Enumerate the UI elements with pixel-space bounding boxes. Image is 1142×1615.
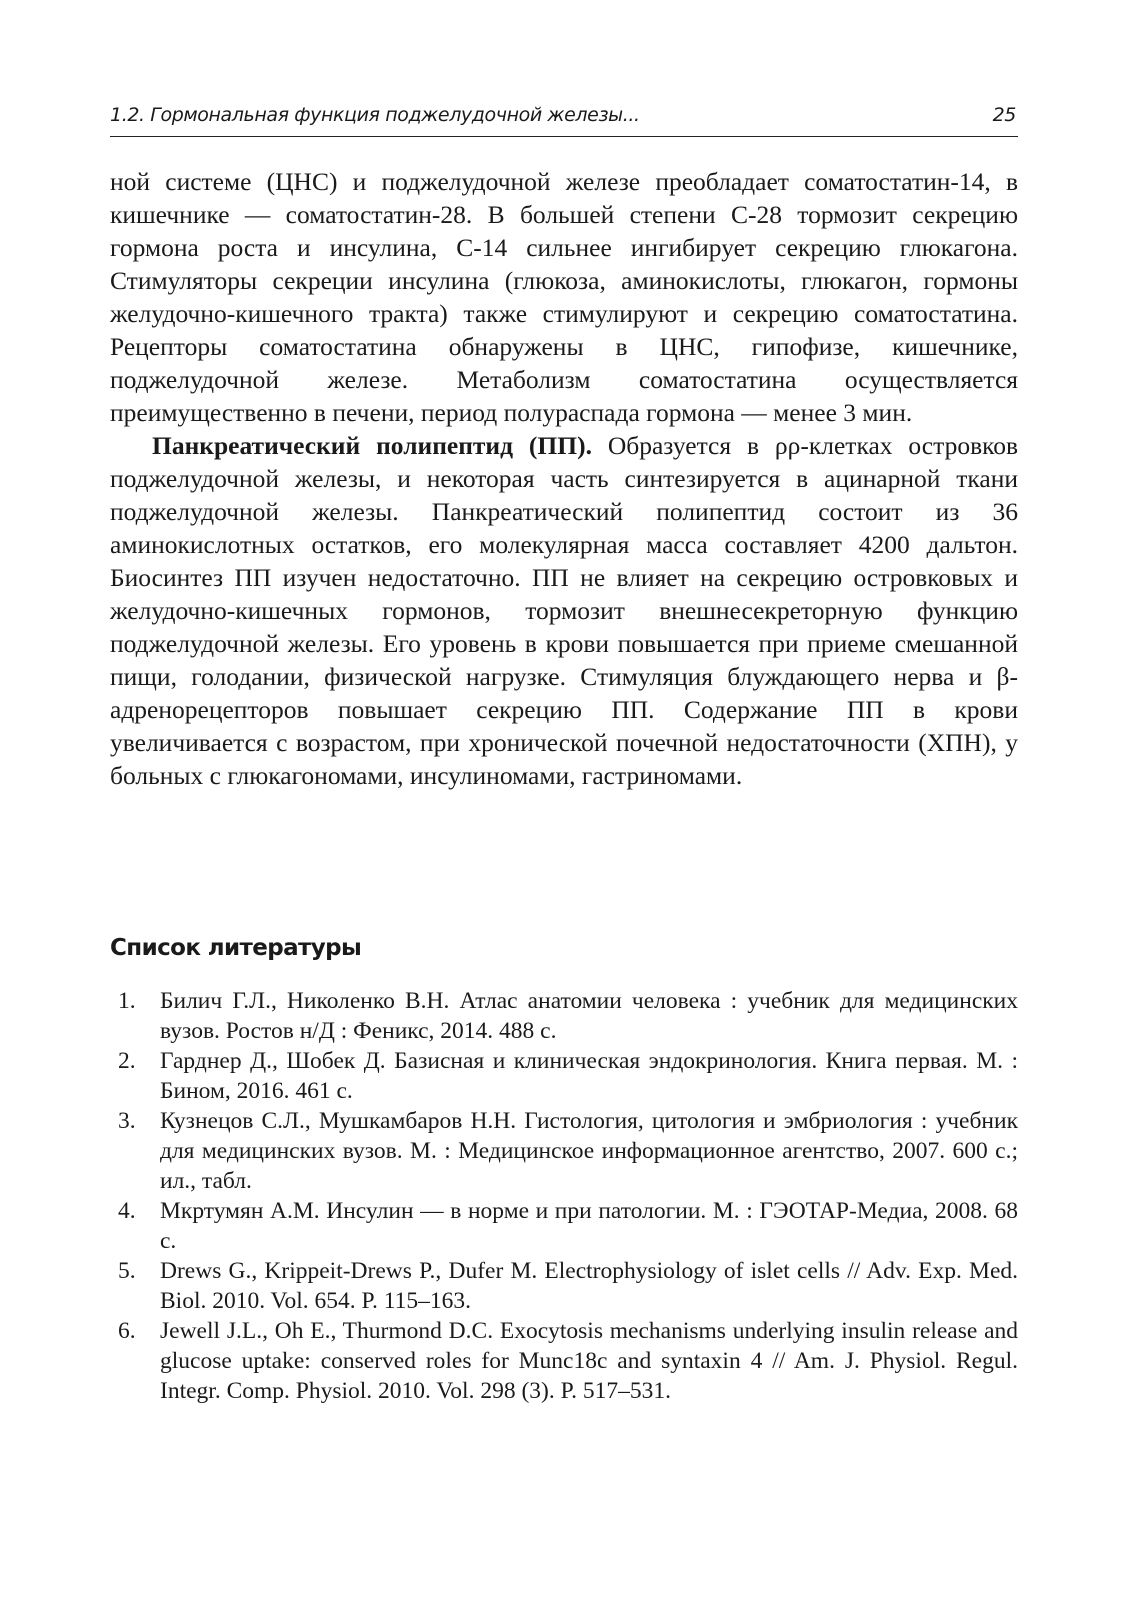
reference-number: 6. (118, 1318, 136, 1344)
references-list (118, 986, 1018, 1406)
reference-text: Мкртумян А.М. Инсулин — в норме и при патологии. М. : ГЭОТАР-Медиа, 2008. 68 с. (160, 1198, 1018, 1254)
reference-item (118, 1316, 1018, 1406)
reference-text: Гарднер Д., Шобек Д. Базисная и клиническая эндокринология. Книга первая. М. : Бином, 2016. 461 с. (160, 1048, 1018, 1104)
reference-item (118, 1256, 1018, 1316)
body-text (110, 165, 1018, 792)
reference-number: 4. (118, 1198, 136, 1224)
references-heading: Список литературы (110, 935, 362, 961)
reference-item (118, 1106, 1018, 1196)
paragraph-pp-text: Образуется в ρρ-клетках островков поджелудочной железы, и некоторая часть синтезируется в ацинарной ткани поджелудочной железы. Панкреатический полипептид состоит из 36 аминокислотных остатков, его молекулярная масса составляет 4200 дальтон. Биосинтез ПП изучен недостаточно. ПП не влияет на секрецию островковых и желудочно-кишечных гормонов, тормозит внешнесекреторную функцию поджелудочной железы. Его уровень в крови повышается при приеме смешанной пищи, голодании, физической нагрузке. Стимуляция блуждающего нерва и β-адренорецепторов повышает секрецию ПП. Содержание ПП в крови увеличивается с возрастом, при хронической почечной недостаточности (ХПН), у больных с глюкагономами, инсулиномами, гастриномами. (110, 431, 1018, 790)
reference-number: 1. (118, 988, 136, 1014)
reference-item (118, 1046, 1018, 1106)
reference-text: Jewell J.L., Oh E., Thurmond D.C. Exocytosis mechanisms underlying insulin release and glucose uptake: conserved roles for Munc18c and syntaxin 4 // Am. J. Physiol. Regul. Integr. Comp. Physiol. 2010. Vol. 298 (3). P. 517–531. (160, 1318, 1018, 1404)
reference-number: 5. (118, 1258, 136, 1284)
page-number: 25 (992, 104, 1016, 126)
term-pancreatic-polypeptide: Панкреатический полипептид (ПП). (152, 431, 592, 460)
reference-text: Drews G., Krippeit-Drews P., Dufer M. Electrophysiology of islet cells // Adv. Exp. Med. Biol. 2010. Vol. 654. P. 115–163. (160, 1258, 1018, 1314)
reference-number: 3. (118, 1108, 136, 1134)
reference-item (118, 986, 1018, 1046)
paragraph-pancreatic-polypeptide (110, 429, 1018, 792)
running-title: 1.2. Гормональная функция поджелудочной железы... (110, 104, 640, 126)
running-header (110, 98, 1018, 137)
reference-text: Билич Г.Л., Николенко В.Н. Атлас анатомии человека : учебник для медицинских вузов. Ростов н/Д : Феникс, 2014. 488 с. (160, 988, 1018, 1044)
reference-text: Кузнецов С.Л., Мушкамбаров Н.Н. Гистология, цитология и эмбриология : учебник для медицинских вузов. М. : Медицинское информационное агентство, 2007. 600 с.; ил., табл. (160, 1108, 1018, 1194)
reference-number: 2. (118, 1048, 136, 1074)
paragraph-somatostatin: ной системе (ЦНС) и поджелудочной железе преобладает соматостатин-14, в кишечнике — соматостатин-28. В большей степени С-28 тормозит секрецию гормона роста и инсулина, С-14 сильнее ингибирует секрецию глюкагона. Стимуляторы секреции инсулина (глюкоза, аминокислоты, глюкагон, гормоны желудочно-кишечного тракта) также стимулируют и секрецию соматостатина. Рецепторы соматостатина обнаружены в ЦНС, гипофизе, кишечнике, поджелудочной железе. Метаболизм соматостатина осуществляется преимущественно в печени, период полураспада гормона — менее 3 мин. (110, 167, 1018, 427)
reference-item (118, 1196, 1018, 1256)
